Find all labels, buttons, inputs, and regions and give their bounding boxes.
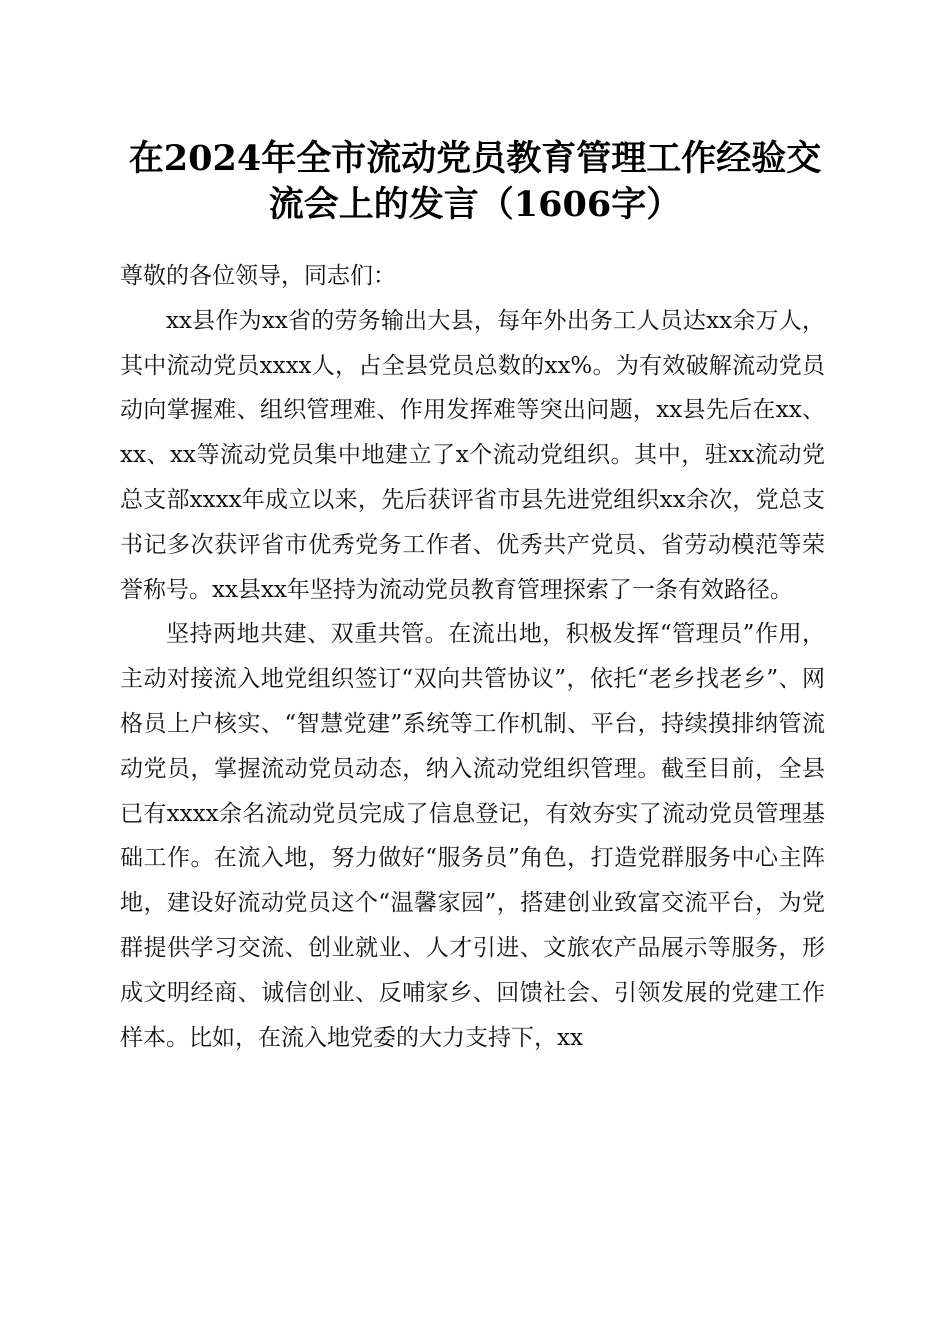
title-line-1: 在2024年全市流动党员教育管理工作经验交	[128, 138, 822, 179]
document-body	[120, 254, 825, 1060]
document-title	[110, 136, 840, 228]
paragraph-2: 坚持两地共建、双重共管。在流出地，积极发挥“管理员”作用，主动对接流入地党组织签订“双向共管协议”，依托“老乡找老乡”、网格员上户核实、“智慧党建”系统等工作机制、平台，持续摸排纳管流动党员，掌握流动党员动态，纳入流动党组织管理。截至目前，全县已有xxxx余名流动党员完成了信息登记，有效夯实了流动党员管理基础工作。在流入地，努力做好“服务员”角色，打造党群服务中心主阵地，建设好流动党员这个“温馨家园”，搭建创业致富交流平台，为党群提供学习交流、创业就业、人才引进、文旅农产品展示等服务，形成文明经商、诚信创业、反哺家乡、回馈社会、引领发展的党建工作样本。比如，在流入地党委的大力支持下，xx	[120, 621, 825, 1051]
title-line-2: 流会上的发言（1606字）	[268, 184, 682, 225]
salutation: 尊敬的各位领导，同志们：	[120, 263, 396, 289]
paragraph-1: xx县作为xx省的劳务输出大县，每年外出务工人员达xx余万人，其中流动党员xxxx人，占全县党员总数的xx%。为有效破解流动党员动向掌握难、组织管理难、作用发挥难等突出问题，xx县先后在xx、xx、xx等流动党员集中地建立了x个流动党组织。其中，驻xx流动党总支部xxxx年成立以来，先后获评省市县先进党组织xx余次，党总支书记多次获评省市优秀党务工作者、优秀共产党员、省劳动模范等荣誉称号。xx县xx年坚持为流动党员教育管理探索了一条有效路径。	[120, 307, 825, 603]
